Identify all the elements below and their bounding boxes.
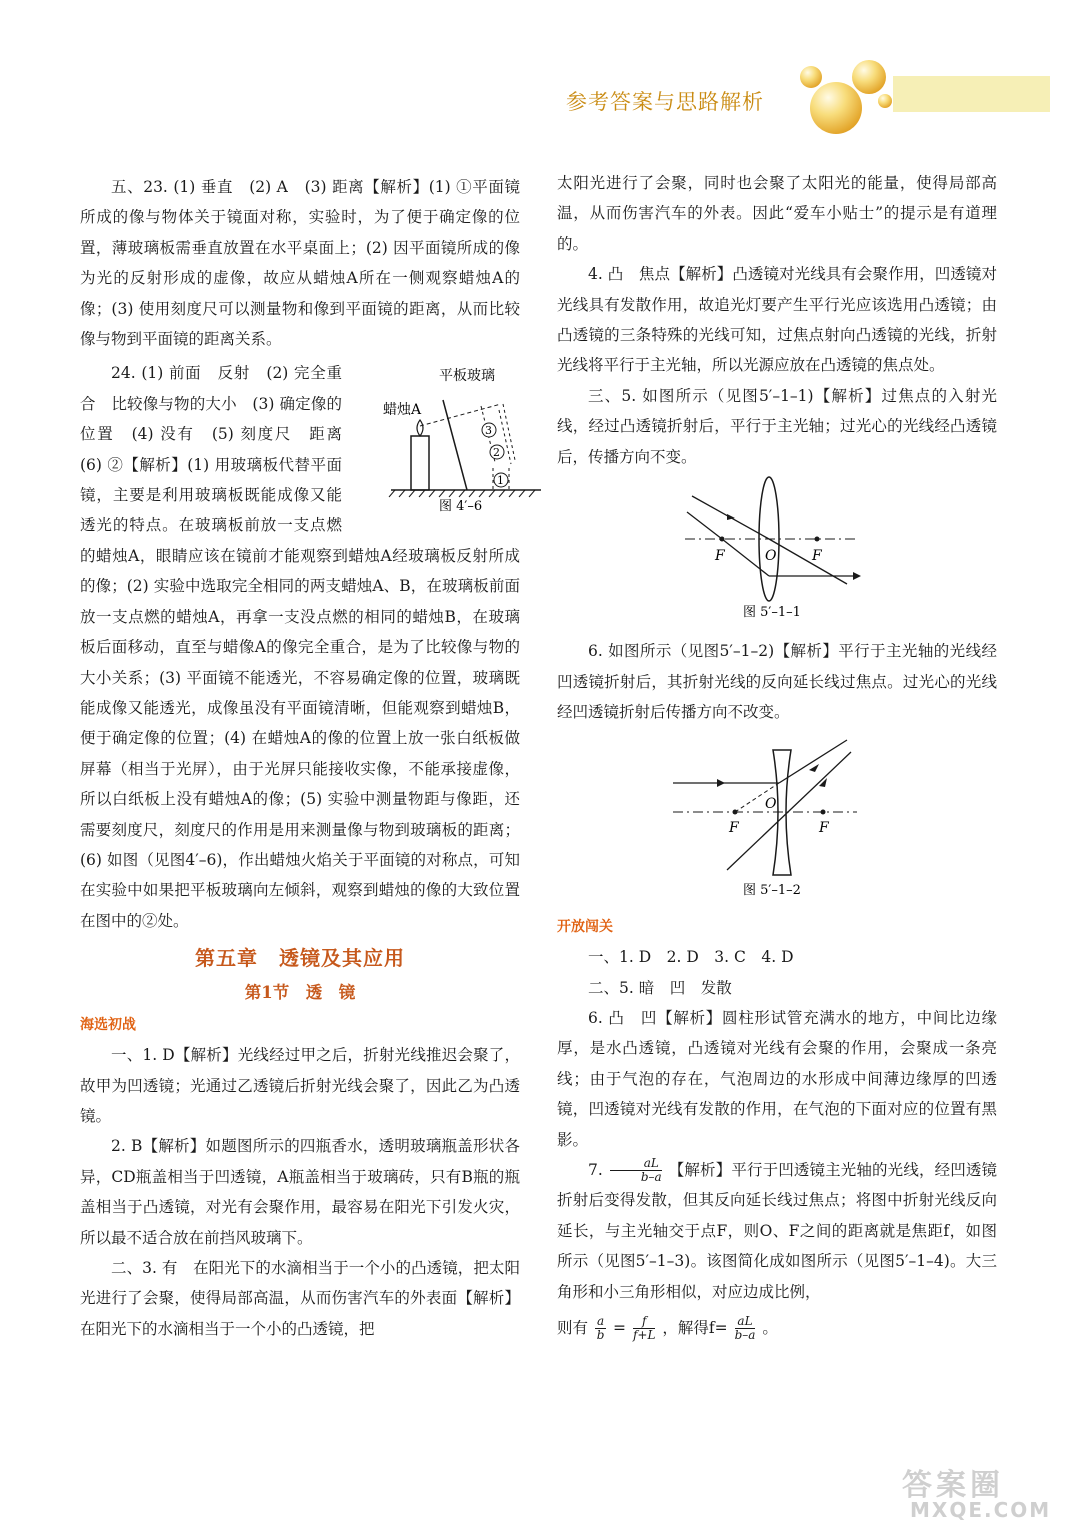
decor-bubble-tiny [878,94,892,108]
section-title: 第1节 透 镜 [244,983,356,1003]
answer-open-5: 二、5. 暗 凹 发散 [588,978,732,997]
watermark-logo: 答案圈 MXQE.COM [902,1468,1052,1522]
fig46-image-3 [503,404,515,460]
fig511-ray-center-out [769,539,847,584]
decor-bubble-medium [852,60,886,94]
tag-kaifang: 开放闯关 [557,919,613,936]
page-header [0,0,1077,150]
fig46-n3: 3 [485,424,492,438]
fig46-label-candle: 蜡烛A [383,402,422,419]
fig46-n1: 1 [497,474,504,488]
answer-3-continued: 太阳光进行了会聚，同时也会聚了太阳光的能量，使得局部高温，从而伤害汽车的外表。因此“爱车小贴士”的提示是有道理的。 [557,174,997,253]
figure-4-6 [350,364,520,514]
fig511-label-O: O [765,548,777,565]
fig46-label-glass: 平板玻璃 [439,368,495,385]
answer-2: 2. B【解析】如题图所示的四瓶香水，透明玻璃瓶盖形状各异，CD瓶盖相当于凹透镜，A瓶盖相当于玻璃砖，只有B瓶的瓶盖相当于凸透镜，对光有会聚作用，最容易在阳光下引发火灾，所以最不适合放在前挡风玻璃下。 [80,1137,520,1247]
fig46-n2: 2 [493,446,500,460]
fig46-caption: 图 4′–6 [439,499,483,515]
header-title: 参考答案与思路解析 [566,90,764,114]
fig511-label-F-left: F [715,548,725,565]
answer-open-7 [557,1155,997,1307]
answer-3: 二、3. 有 在阳光下的水滴相当于一个小的凸透镜，把太阳光进行了会聚，使得局部高温，从而伤害汽车的外表面【解析】在阳光下的水滴相当于一个小的凸透镜，把 [80,1259,520,1338]
answer-1: 一、1. D【解析】光线经过甲之后，折射光线推迟会聚了，故甲为凹透镜；光通过乙透镜后折射光线会聚了，因此乙为凸透镜。 [80,1046,520,1125]
fig512-label-F-left: F [729,819,739,836]
answer-5: 三、5. 如图所示（见图5′–1–1)【解析】过焦点的入射光线，经过凸透镜折射后，平行于主光轴；过光心的光线经凸透镜后，传播方向不变。 [557,386,997,466]
fig46-flame [417,420,423,436]
answer-7-equation: 则有 $\frac{a}{b}$ = $\frac{f}{f+L}$ ，解得f= $\frac{aL}{b-a}$ 。 [557,1314,778,1343]
fig512-arrow-2 [809,764,819,772]
fig512-caption: 图 5′–1–2 [743,882,801,898]
tag-haixuan: 海选初战 [80,1017,136,1034]
fig511-arrow-1 [853,572,861,580]
fig511-focus-right [815,537,820,542]
header-color-bar [893,76,1050,112]
chapter-title: 第五章 透镜及其应用 [195,946,405,971]
figure-5-1-2 [557,730,997,910]
right-column [557,168,997,1343]
fig511-ray-focus-in2 [722,539,769,576]
fig46-glass-plate [443,400,467,490]
answer-7-label: 7. [588,1160,608,1179]
answer-24 [80,358,520,936]
answer-4: 4. 凸 焦点【解析】凸透镜对光线具有会聚作用，凹透镜对光线具有发散作用，故追光灯要产生平行光应该选用凸透镜；由凸透镜的三条特殊的光线可知，过焦点射向凸透镜的光线，折射光线将平行于主光轴，所以光源应放在凸透镜的焦点处。 [557,265,997,375]
left-column [80,172,520,1344]
fraction-aL-over-b-a: $\frac{aL}{b-a}$ [610,1157,662,1184]
fig511-caption: 图 5′–1–1 [743,605,801,621]
fig512-label-O: O [765,795,777,812]
fig511-label-F-right: F [812,548,822,565]
fig512-arrow-1 [717,779,725,787]
figure-5-1-1 [557,474,997,634]
fig511-ray-focus-in1 [687,512,722,539]
figure-5-1-1-drawing [557,474,997,624]
answer-24-text: 24. (1) 前面 反射 (2) 完全重合 比较像与物的大小 (3) 确定像的位置 (4) 没有 (5) 刻度尺 距离 (6) ②【解析】(1) 用玻璃板代替平面镜，主要是利用玻璃板既能成像又能透光的特点。在玻璃板前放一支点燃的蜡烛A，眼睛应该在镜前才能观察到蜡烛A经玻璃板反射所成的像；(2) 实验中选取完全相同的两支蜡烛A、B，在玻璃板前面放一支点燃的蜡烛A，再拿一支没点燃的相同的蜡烛B，在玻璃板后面移动，直至与蜡像A的像完全重合，是为了比较像与物的大小关系；(3) 平面镜不能透光，不容易确定像的位置，玻璃既能成像又能透光，成像虽没有平面镜清晰，但能观察到蜡烛B，便于确定像的位置；(4) 在蜡烛A的像的位置上放一张白纸板做屏幕（相当于光屏），由于光屏只能接收实像，不能承接虚像，所以白纸板上没有蜡烛A的像；(5) 实验中测量物距与像距，还需要刻度尺，刻度尺的作用是用来测量像与物到玻璃板的距离；(6) 如图（见图4′–6)，作出蜡烛火焰关于平面镜的对称点，可知在实验中如果把平板玻璃向左倾斜，观察到蜡烛的像的大致位置在图中的②处。 [80,364,520,930]
answer-6: 6. 如图所示（见图5′–1–2)【解析】平行于主光轴的光线经凹透镜折射后，其折射光线的反向延长线过焦点。过光心的光线经凹透镜折射后传播方向不改变。 [557,642,997,722]
fig46-candle [411,436,429,490]
answer-open-6: 6. 凸 凹【解析】圆柱形试管充满水的地方，中间比边缘厚，是水凸透镜，凸透镜对光线有会聚的作用，会聚成一条亮线；由于气泡的存在，气泡周边的水形成中间薄边缘厚的凹透镜，凹透镜对光线有发散的作用，在气泡的下面对应的位置有黑影。 [557,1008,997,1149]
fig512-label-F-right: F [819,819,829,836]
fraction-result: $\frac{aL}{b-a}$ [734,1314,756,1343]
answer-open-1: 一、1. D 2. D 3. C 4. D [588,948,794,967]
fraction-f-over-f-plus-L: $\frac{f}{f+L}$ [632,1314,656,1343]
decor-bubble-small [800,66,822,88]
figure-5-1-2-drawing [557,730,997,900]
answer-7-text: 【解析】平行于凹透镜主光轴的光线，经凹透镜折射后变得发散，但其反向延长线过焦点；将图中折射光线反向延长，与主光轴交于点F，则O、F之间的距离就是焦距f，如图所示（见图5′–1–3)。该图简化成如图所示（见图5′–1–4)。大三角形和小三角形相似，对应边成比例， [557,1160,997,1301]
fraction-a-over-b: $\frac{a}{b}$ [596,1314,605,1343]
fig512-focus-right [821,809,826,814]
answer-23: 五、23. (1) 垂直 (2) A (3) 距离【解析】(1) ①平面镜所成的像与物体关于镜面对称，实验时，为了便于确定像的位置，薄玻璃板需垂直放置在水平桌面上；(2) 因平面镜所成的像为光的反射形成的虚像，故应从蜡烛A所在一侧观察蜡烛A的像；(3) 使用刻度尺可以测量物和像到平面镜的距离，从而比较像与物到平面镜的距离关系。 [80,178,520,349]
decor-bubble-large [810,82,862,134]
figure-4-6-drawing [381,364,551,514]
